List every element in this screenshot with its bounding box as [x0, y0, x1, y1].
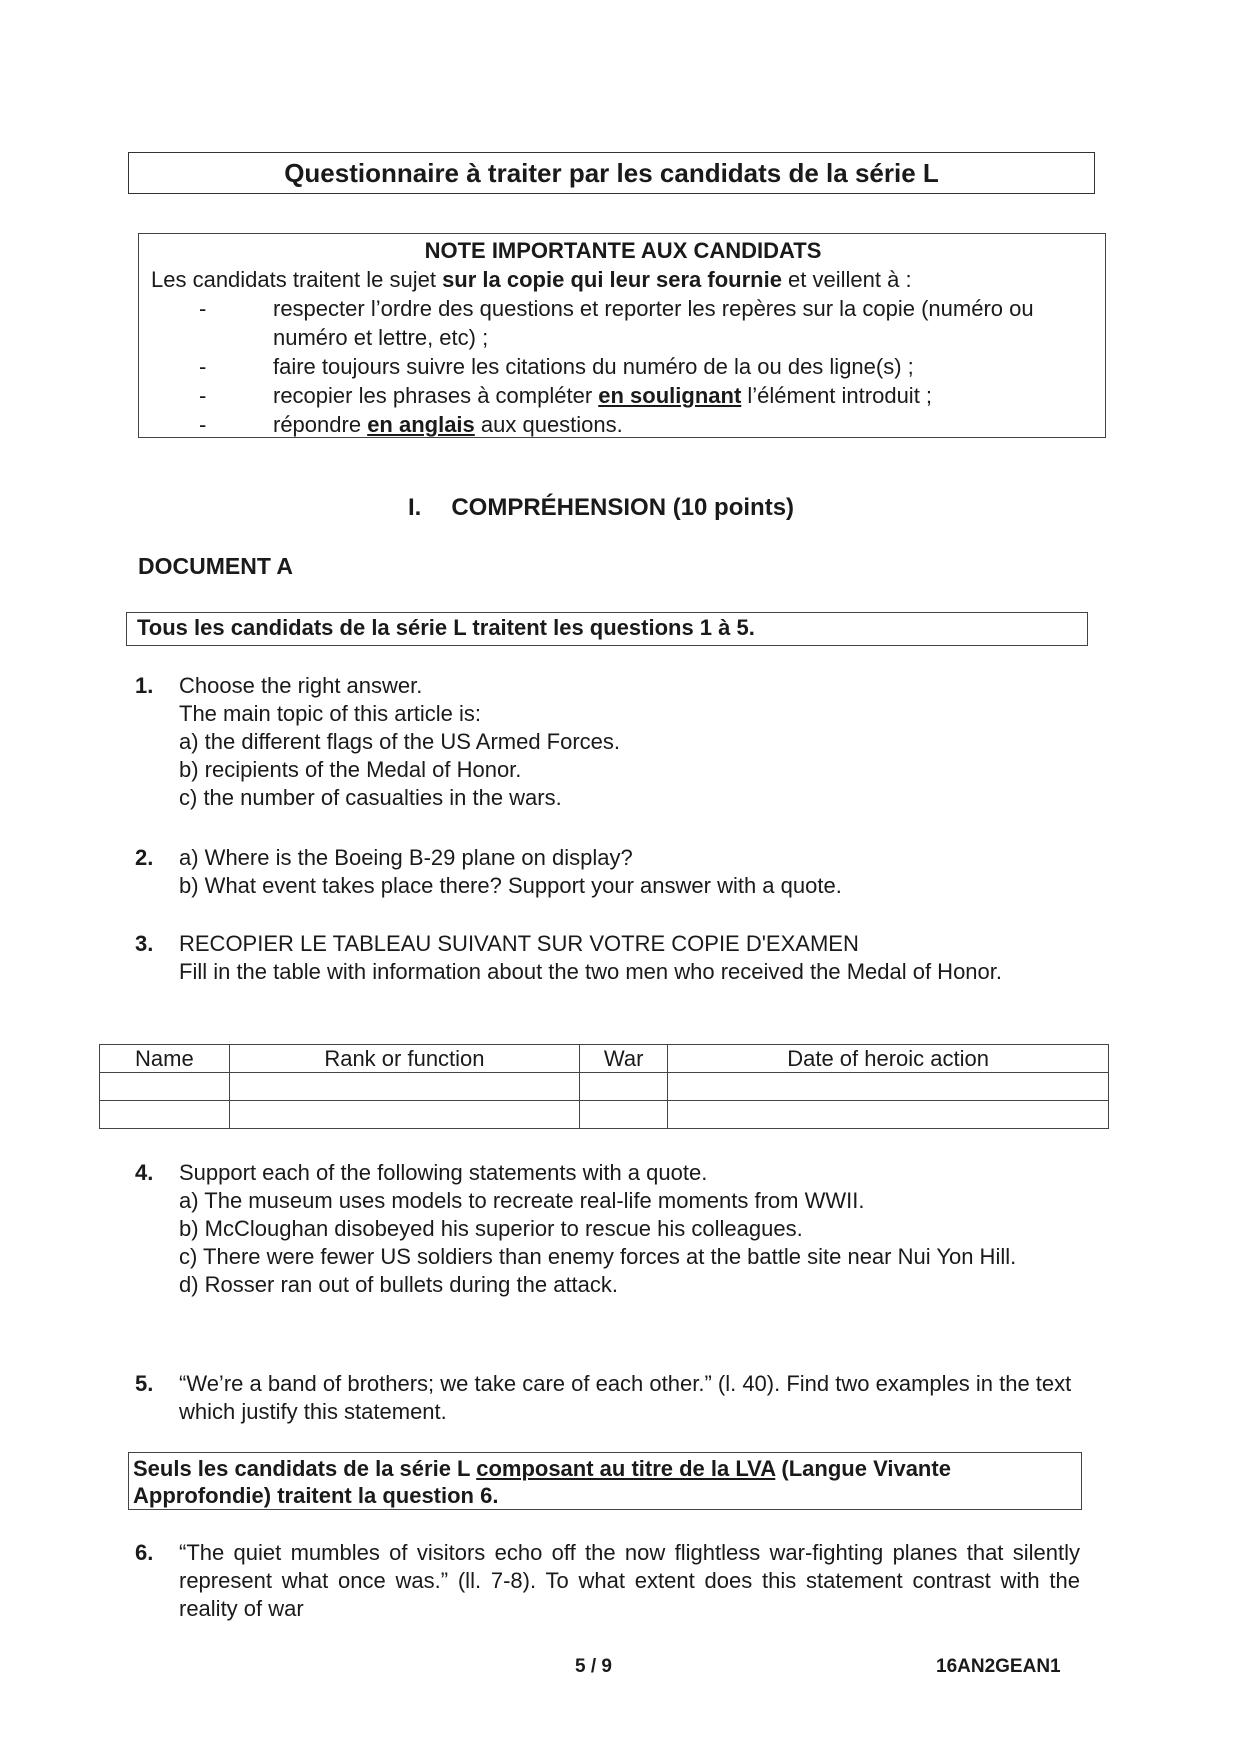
all-candidates-text: Tous les candidats de la série L traitent les questions 1 à 5. — [137, 615, 755, 640]
page-number: 5 / 9 — [575, 1656, 612, 1677]
table-row — [100, 1073, 1109, 1101]
note-item: - répondre en anglais aux questions. — [199, 412, 623, 437]
important-note-box — [138, 233, 1106, 438]
table-row — [100, 1101, 1109, 1129]
table-header-rank: Rank or function — [229, 1045, 579, 1073]
note-list — [151, 294, 1095, 439]
question-6: 6. “The quiet mumbles of visitors echo off the now flightless war-fighting planes that silently represent what once was.” (ll. 7-8). To what extent does this statement contrast with the reality of war — [135, 1540, 1080, 1621]
table-header-date: Date of heroic action — [668, 1045, 1109, 1073]
table-header-name: Name — [100, 1045, 230, 1073]
all-candidates-box — [126, 612, 1088, 646]
table-header-war: War — [580, 1045, 668, 1073]
lva-candidates-box: Seuls les candidats de la série L composant au titre de la LVA (Langue Vivante Approfondie) traitent la question 6. — [128, 1452, 1082, 1510]
questionnaire-title-box — [128, 152, 1095, 194]
note-heading: NOTE IMPORTANTE AUX CANDIDATS — [424, 238, 822, 263]
question-5: 5. “We’re a band of brothers; we take care of each other.” (l. 40). Find two examples in the text which justify this statement. — [135, 1371, 1072, 1424]
note-item: - respecter l’ordre des questions et reporter les repères sur la copie (numéro ou numéro et lettre, etc) ; — [199, 296, 1034, 350]
question-3: 3. RECOPIER LE TABLEAU SUIVANT SUR VOTRE COPIE D'EXAMEN Fill in the table with information about the two men who received the Medal of Honor. — [135, 931, 1003, 984]
document-label: DOCUMENT A — [138, 553, 294, 579]
note-item: - faire toujours suivre les citations du numéro de la ou des ligne(s) ; — [199, 354, 914, 379]
exam-code: 16AN2GEAN1 — [936, 1656, 1061, 1677]
medal-table — [99, 1044, 1109, 1129]
question-2: 2. a) Where is the Boeing B-29 plane on display? b) What event takes place there? Support your answer with a quote. — [135, 845, 842, 898]
question-4: 4. Support each of the following statements with a quote. a) The museum uses models to recreate real-life moments from WWII. b) McCloughan disobeyed his superior to rescue his colleagues. c) There were fewer US soldiers than enemy forces at the battle site near Nui Yon Hill. d) Rosser ran out of bullets during the attack. — [135, 1160, 1017, 1297]
question-1: 1. Choose the right answer. The main topic of this article is: a) the different flags of the US Armed Forces. b) recipients of the Medal of Honor. c) the number of casualties in the wars. — [135, 673, 621, 810]
section-title: I. COMPRÉHENSION (10 points) — [408, 494, 795, 521]
note-item: - recopier les phrases à compléter en soulignant l’élément introduit ; — [199, 383, 933, 408]
note-intro: Les candidats traitent le sujet sur la copie qui leur sera fournie et veillent à : — [151, 267, 912, 292]
table-header-row — [100, 1045, 1109, 1073]
questionnaire-title: Questionnaire à traiter par les candidats de la série L — [284, 157, 939, 188]
